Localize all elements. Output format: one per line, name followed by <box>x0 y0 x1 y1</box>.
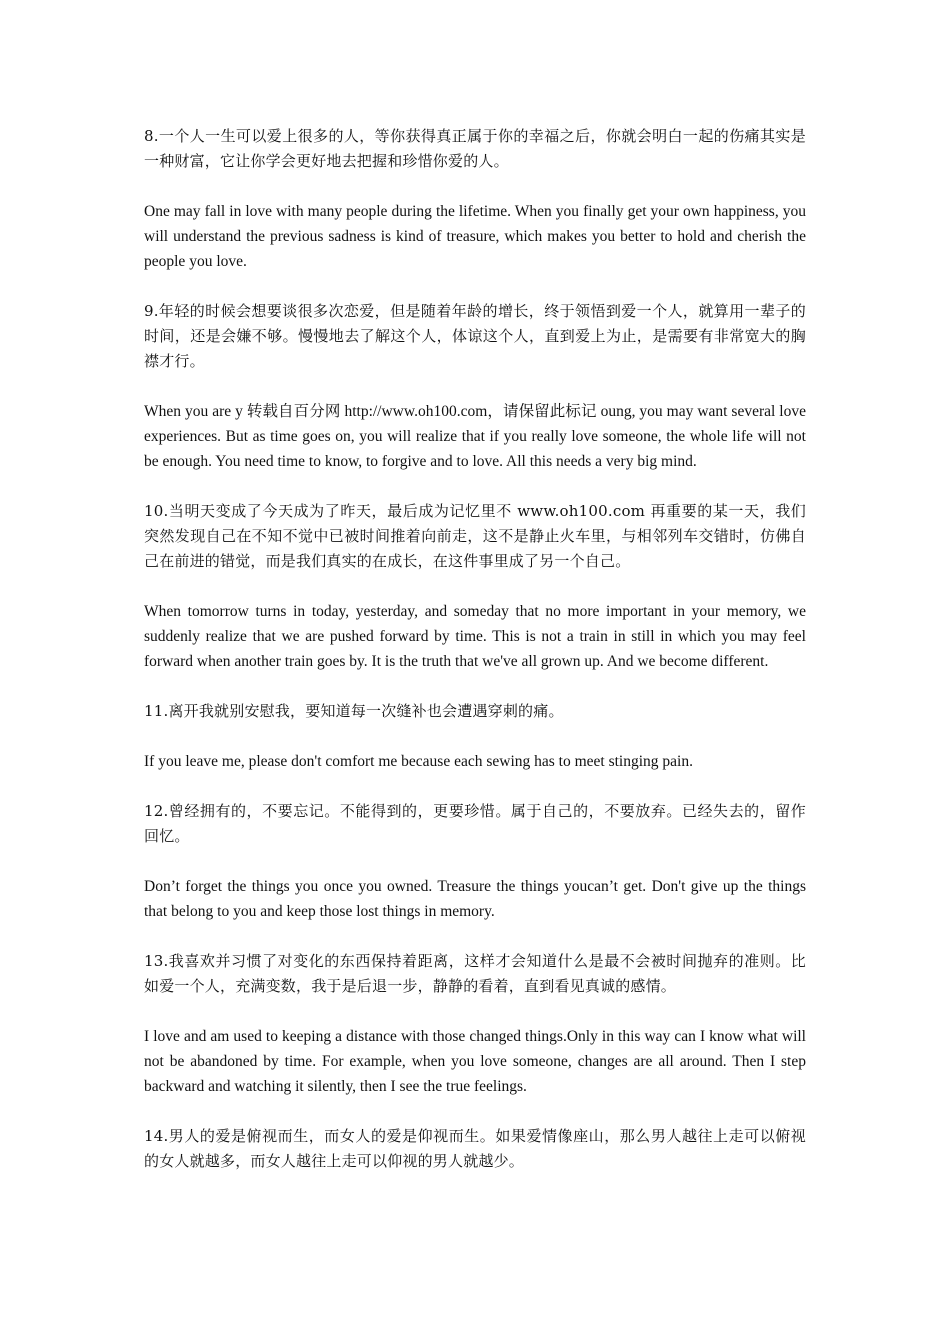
paragraph-12-en: Don’t forget the things you once you owned. Treasure the things youcan’t get. Don't give up the things that belong to you and keep those lost things in memory. <box>144 878 806 920</box>
paragraph-9-zh: 9.年轻的时候会想要谈很多次恋爱，但是随着年龄的增长，终于领悟到爱一个人，就算用一辈子的时间，还是会嫌不够。慢慢地去了解这个人，体谅这个人，直到爱上为止，是需要有非常宽大的胸襟才行。 <box>144 302 806 370</box>
paragraph-14-zh: 14.男人的爱是俯视而生，而女人的爱是仰视而生。如果爱情像座山，那么男人越往上走可以俯视的女人就越多，而女人越往上走可以仰视的男人就越少。 <box>144 1127 806 1170</box>
paragraph-13-en: I love and am used to keeping a distance with those changed things.Only in this way can I know what will not be abandoned by time. For example, when you love someone, changes are all around. Then I step backward and watching it silently, then I see the true feelings. <box>144 1028 806 1095</box>
paragraph-9-en: When you are y 转载自百分网 http://www.oh100.com，请保留此标记 oung, you may want several love experiences. But as time goes on, you will realize that if you really love someone, the whole life will not be enough. You need time to know, to forgive and to love. All this needs a very big mind. <box>144 403 806 470</box>
paragraph-10-zh: 10.当明天变成了今天成为了昨天，最后成为记忆里不 www.oh100.com 再重要的某一天，我们突然发现自己在不知不觉中已被时间推着向前走，这不是静止火车里，与相邻列车交错时，仿佛自己在前进的错觉，而是我们真实的在成长，在这件事里成了另一个自己。 <box>144 502 806 570</box>
paragraph-11-en: If you leave me, please don't comfort me because each sewing has to meet stinging pain. <box>144 753 693 770</box>
paragraph-11-zh: 11.离开我就别安慰我，要知道每一次缝补也会遭遇穿刺的痛。 <box>144 702 564 720</box>
paragraph-8-en: One may fall in love with many people during the lifetime. When you finally get your own happiness, you will understand the previous sadness is kind of treasure, which makes you better to hold and cherish the people you love. <box>144 203 806 270</box>
paragraph-10-en: When tomorrow turns in today, yesterday, and someday that no more important in your memory, we suddenly realize that we are pushed forward by time. This is not a train in still in which you may feel forward when another train goes by. It is the truth that we've all grown up. And we become different. <box>144 603 806 670</box>
paragraph-12-zh: 12.曾经拥有的，不要忘记。不能得到的，更要珍惜。属于自己的，不要放弃。已经失去的，留作回忆。 <box>144 802 806 845</box>
document-page <box>144 124 806 1199</box>
paragraph-8-zh: 8.一个人一生可以爱上很多的人，等你获得真正属于你的幸福之后，你就会明白一起的伤痛其实是一种财富，它让你学会更好地去把握和珍惜你爱的人。 <box>144 127 806 170</box>
paragraph-13-zh: 13.我喜欢并习惯了对变化的东西保持着距离，这样才会知道什么是最不会被时间抛弃的准则。比如爱一个人，充满变数，我于是后退一步，静静的看着，直到看见真诚的感情。 <box>144 952 806 995</box>
